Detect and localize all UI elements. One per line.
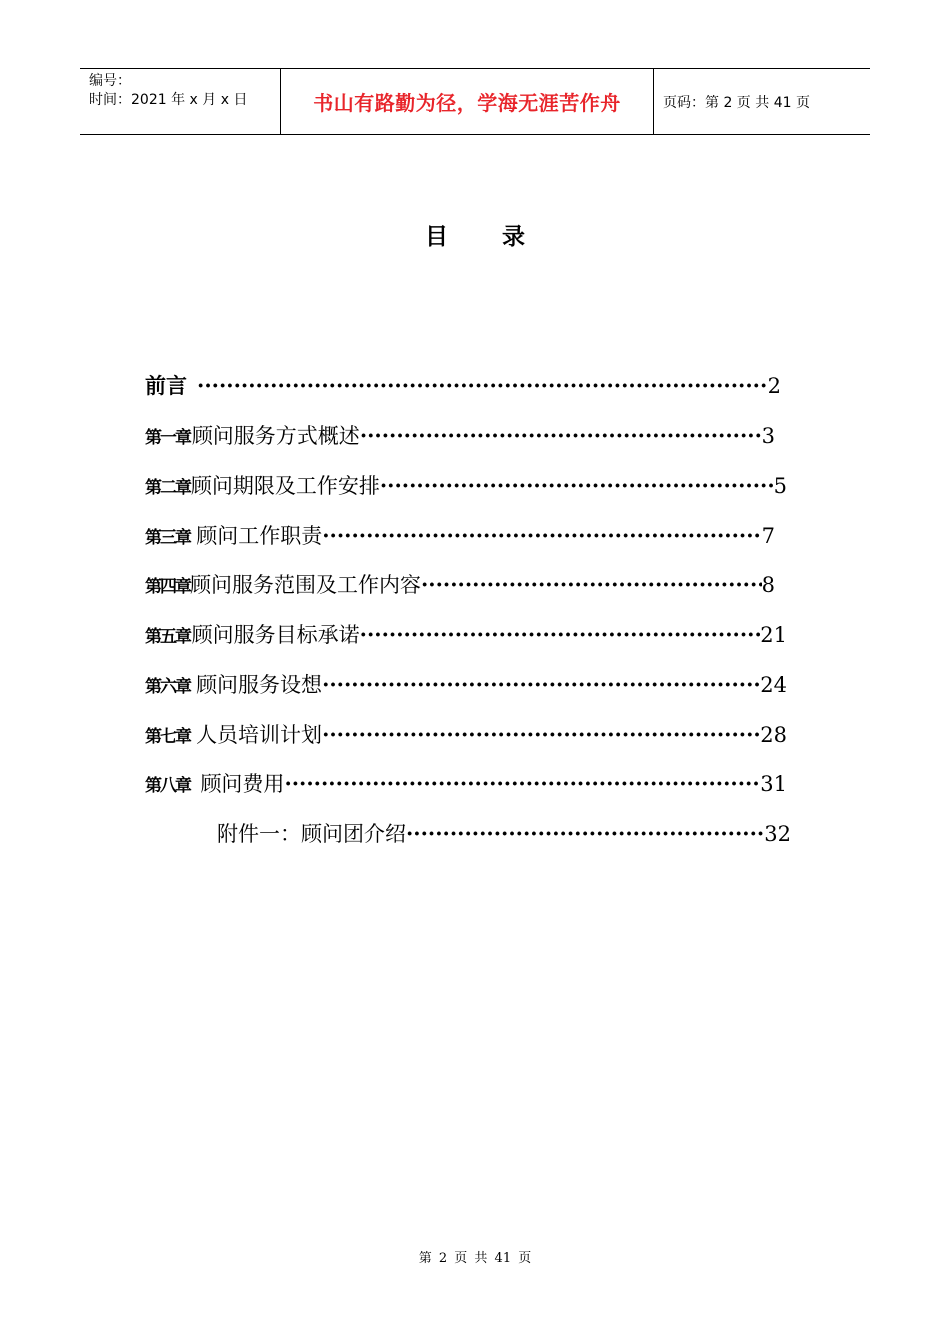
toc-page: 24	[760, 673, 787, 697]
toc-leader	[284, 771, 760, 796]
toc-leader	[406, 821, 764, 846]
toc-chapter: 前言	[145, 373, 187, 398]
toc-page: 28	[760, 723, 787, 747]
toc-chapter: 第七章	[145, 727, 190, 747]
toc-leader	[197, 373, 768, 398]
toc-page: 31	[760, 772, 787, 796]
toc-entry-chapter-3[interactable]	[145, 520, 775, 550]
toc-entry-chapter-2[interactable]	[145, 470, 787, 500]
toc-entry-chapter-7[interactable]	[145, 719, 787, 749]
toc-leader	[322, 722, 760, 747]
toc-text: 顾问服务范围及工作内容	[190, 573, 421, 597]
toc-leader	[380, 473, 774, 498]
header-meta	[80, 69, 281, 134]
toc-leader	[360, 622, 761, 647]
toc-text: 顾问费用	[200, 772, 285, 796]
toc-title: 目 录	[424, 224, 525, 250]
toc-chapter: 第一章	[145, 428, 190, 448]
toc-page: 5	[773, 474, 787, 498]
toc-page: 32	[764, 822, 791, 846]
toc-page: 7	[761, 524, 775, 548]
serial-label: 编号：	[89, 73, 131, 89]
toc-entry-appendix-1[interactable]	[217, 818, 791, 848]
toc-entry-chapter-1[interactable]	[145, 420, 775, 450]
toc-page: 2	[767, 374, 781, 398]
toc-entry-chapter-5[interactable]	[145, 619, 787, 649]
toc-text: 顾问服务设想	[196, 673, 323, 697]
toc-chapter: 第三章	[145, 528, 190, 548]
header-motto: 书山有路勤为径，学海无涯苦作舟	[281, 69, 654, 134]
toc-entry-chapter-4[interactable]	[145, 569, 775, 599]
toc-leader	[322, 672, 760, 697]
toc-leader	[421, 572, 762, 597]
toc-chapter: 第八章	[145, 776, 190, 796]
toc-entry-preface[interactable]	[145, 370, 781, 400]
toc-chapter: 第二章	[145, 478, 190, 498]
toc-chapter: 第六章	[145, 677, 190, 697]
toc-text: 附件一：顾问团介绍	[217, 822, 406, 846]
page-footer: 第 2 页 共 41 页	[418, 1251, 532, 1266]
toc-text: 顾问服务方式概述	[191, 424, 360, 448]
toc-chapter: 第五章	[145, 627, 190, 647]
time-label: 时间：2021 年 x 月 x 日	[89, 92, 248, 108]
toc-chapter: 第四章	[145, 577, 190, 597]
toc-text: 顾问期限及工作安排	[190, 474, 380, 498]
toc-page: 21	[760, 623, 787, 647]
toc-text: 人员培训计划	[196, 723, 323, 747]
toc-page: 3	[761, 424, 775, 448]
toc-text: 顾问服务目标承诺	[191, 623, 360, 647]
toc-page: 8	[761, 573, 775, 597]
toc-leader	[360, 423, 762, 448]
toc-entry-chapter-6[interactable]	[145, 669, 787, 699]
toc-text: 顾问工作职责	[196, 524, 323, 548]
toc-entry-chapter-8[interactable]	[145, 768, 787, 798]
header-page-info: 页码：第 2 页 共 41 页	[663, 94, 810, 111]
page-header	[80, 68, 870, 135]
toc-leader	[322, 523, 761, 548]
